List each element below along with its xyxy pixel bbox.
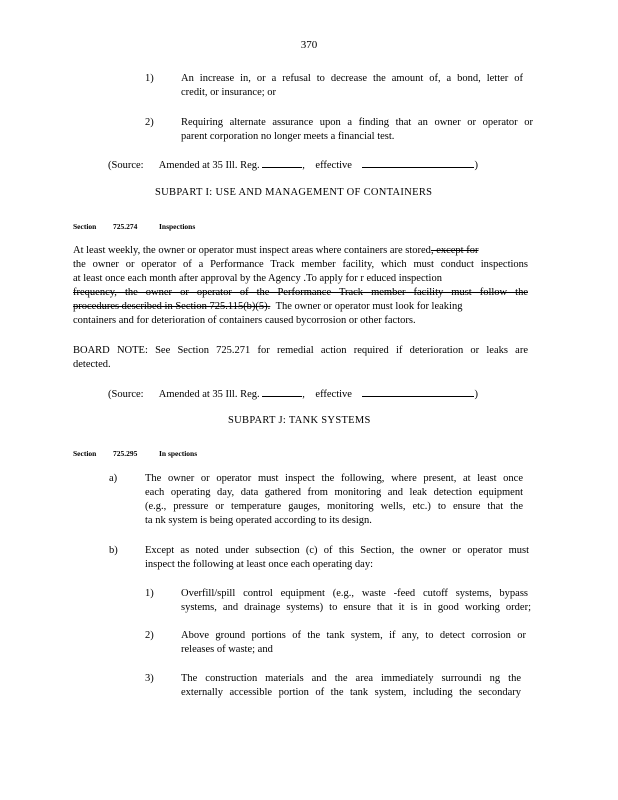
text-run: At least weekly, the owner or operator must inspect areas where containers are stored bbox=[73, 245, 431, 256]
source-prefix: (Source: bbox=[108, 389, 144, 400]
list-item-line: (e.g., pressure or temperature gauges, monitoring wells, etc.) to ensure that the bbox=[145, 501, 523, 512]
source-effective: effective bbox=[315, 389, 352, 400]
paragraph-line: BOARD NOTE: See Section 725.271 for remedial action required if deterioration or leaks are bbox=[73, 345, 528, 356]
source-close: ) bbox=[474, 389, 478, 400]
list-item bbox=[145, 629, 535, 659]
page-number: 370 bbox=[300, 39, 318, 51]
list-item-line: inspect the following at least once each operating day: bbox=[145, 559, 374, 570]
source-effective: effective bbox=[315, 160, 352, 171]
list-item-line: Overfill/spill control equipment (e.g., waste -feed cutoff systems, bypass bbox=[181, 588, 528, 599]
list-item-line: parent corporation no longer meets a financial test. bbox=[181, 131, 395, 142]
list-item-line: An increase in, or a refusal to decrease the amount of, a bond, letter of bbox=[181, 73, 523, 84]
list-item bbox=[145, 116, 535, 146]
list-item-line: The construction materials and the area immediately surroundi ng the bbox=[181, 673, 521, 684]
list-item-line: releases of waste; and bbox=[181, 644, 273, 655]
source-comma: , bbox=[302, 389, 305, 400]
section-heading bbox=[73, 447, 273, 459]
text-run: The owner or operator must look for leaking bbox=[275, 301, 463, 312]
list-item-line: The owner or operator must inspect the following, where present, at least once bbox=[145, 473, 523, 484]
list-item-line: ta nk system is being operated according to its design. bbox=[145, 515, 372, 526]
source-note bbox=[108, 386, 498, 402]
list-item-number: 3) bbox=[145, 673, 154, 684]
subpart-i-heading: SUBPART I: USE AND MANAGEMENT OF CONTAINERS bbox=[155, 187, 433, 198]
source-amended: Amended at 35 Ill. Reg. bbox=[158, 160, 260, 171]
section-title: In spections bbox=[159, 449, 198, 458]
list-item-line: Except as noted under subsection (c) of this Section, the owner or operator must bbox=[145, 545, 529, 556]
list-item-number: 2) bbox=[145, 630, 154, 641]
effective-date-blank bbox=[362, 386, 474, 397]
source-amended: Amended at 35 Ill. Reg. bbox=[158, 389, 260, 400]
list-item-number: 1) bbox=[145, 73, 154, 84]
board-note bbox=[73, 344, 528, 372]
list-item-number: 1) bbox=[145, 588, 154, 599]
list-item-line: systems, and drainage systems) to ensure that it is in good working order; bbox=[181, 602, 531, 613]
source-comma: , bbox=[302, 160, 305, 171]
list-item-line: Above ground portions of the tank system, if any, to detect corrosion or bbox=[181, 630, 526, 641]
section-label: Section bbox=[73, 449, 97, 458]
list-item-number: 2) bbox=[145, 117, 154, 128]
section-label: Section bbox=[73, 222, 97, 231]
effective-date-blank bbox=[362, 157, 474, 168]
list-item-number: a) bbox=[109, 473, 118, 484]
source-close: ) bbox=[474, 160, 478, 171]
list-item-number: b) bbox=[109, 545, 118, 556]
list-item-line: Requiring alternate assurance upon a finding that an owner or operator or bbox=[181, 117, 533, 128]
inspections-paragraph bbox=[73, 244, 528, 328]
paragraph-line: containers and for deterioration of containers caused bycorrosion or other factors. bbox=[73, 315, 416, 326]
struck-text: procedures described in Section 725.115(b)(5). bbox=[73, 301, 271, 312]
list-item-line: each operating day, data gathered from monitoring and leak detection equipment bbox=[145, 487, 523, 498]
register-blank bbox=[262, 386, 302, 397]
list-item bbox=[145, 587, 535, 617]
list-item bbox=[145, 72, 525, 102]
list-item bbox=[109, 472, 529, 532]
struck-text: , except for bbox=[430, 245, 479, 256]
register-blank bbox=[262, 157, 302, 168]
list-item-line: credit, or insurance; or bbox=[181, 87, 277, 98]
list-item bbox=[145, 672, 535, 702]
paragraph-line: detected. bbox=[73, 359, 111, 370]
section-heading bbox=[73, 220, 273, 232]
source-note bbox=[108, 157, 498, 173]
struck-text: frequency, the owner or operator of the Performance Track member facility must follow the bbox=[73, 287, 528, 298]
subpart-j-heading: SUBPART J: TANK SYSTEMS bbox=[228, 415, 371, 426]
paragraph-line: the owner or operator of a Performance Track member facility, which must conduct inspections bbox=[73, 259, 528, 270]
section-number: 725.274 bbox=[113, 222, 138, 231]
paragraph-line: at least once each month after approval by the Agency .To apply for r educed inspection bbox=[73, 273, 442, 284]
list-item-line: externally accessible portion of the tank system, including the secondary bbox=[181, 687, 521, 698]
list-item bbox=[109, 544, 529, 574]
section-title: Inspections bbox=[159, 222, 196, 231]
section-number: 725.295 bbox=[113, 449, 138, 458]
source-prefix: (Source: bbox=[108, 160, 144, 171]
